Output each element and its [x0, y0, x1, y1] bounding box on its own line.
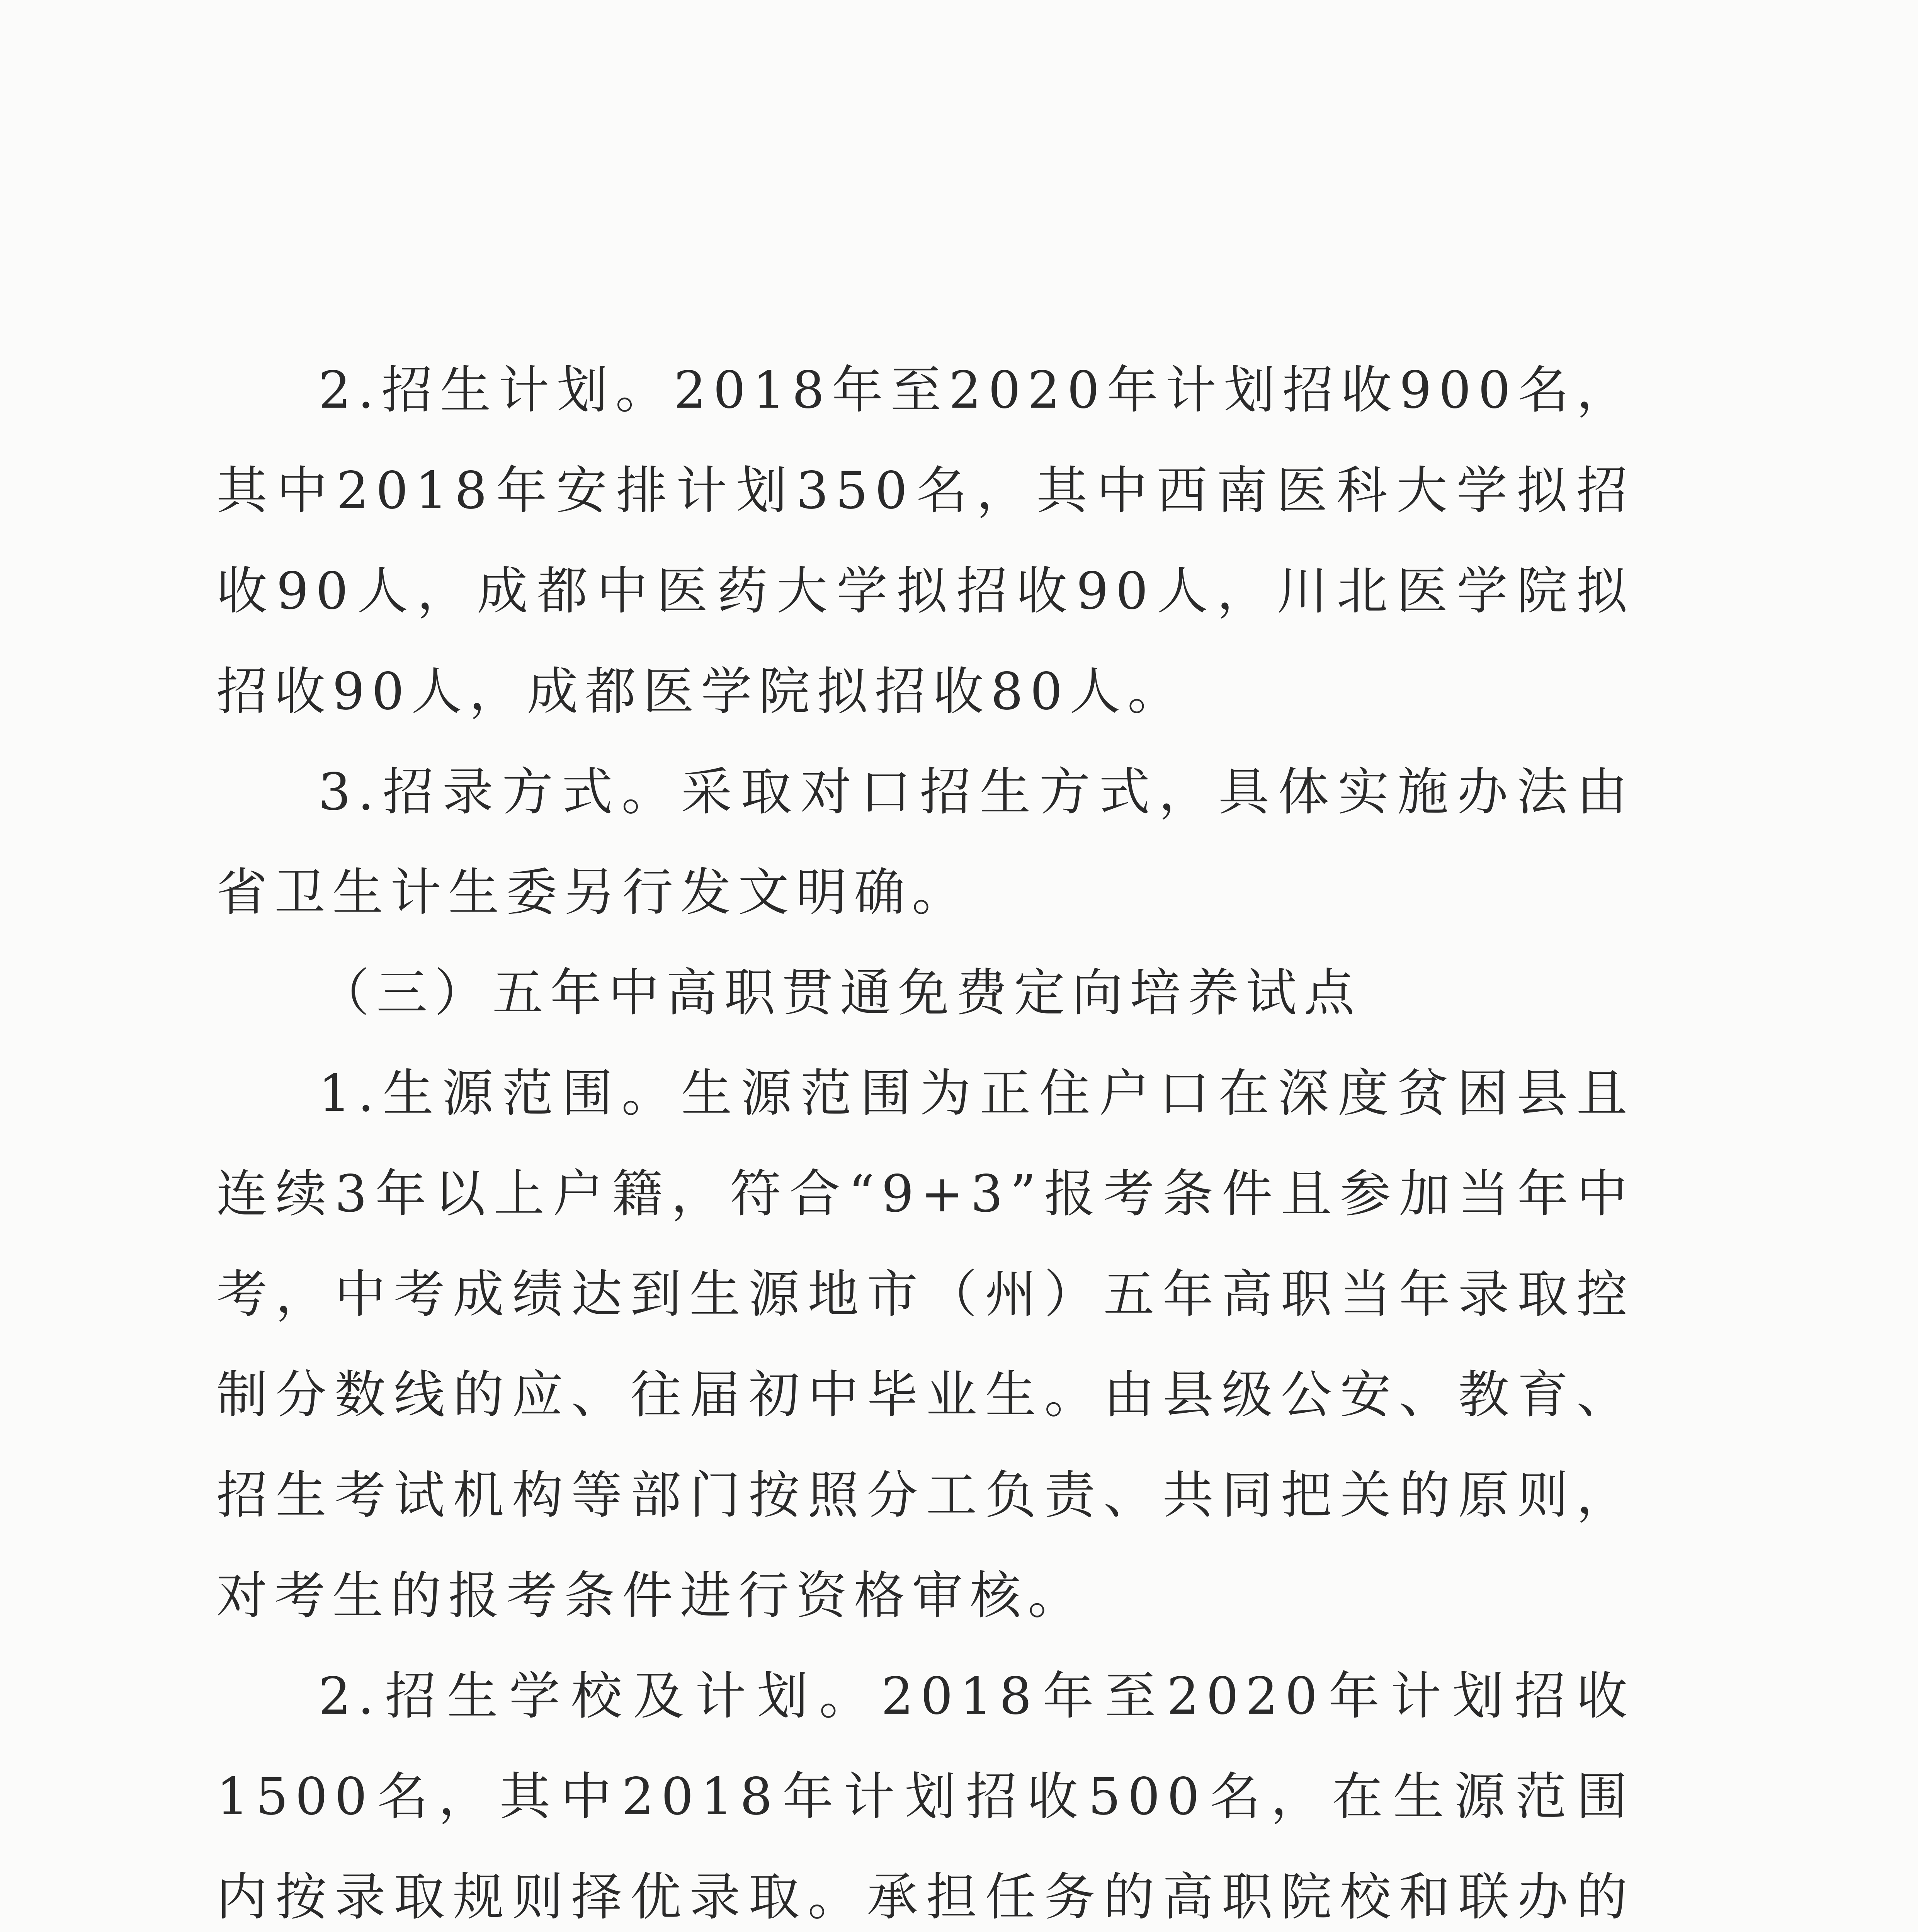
paragraph-schools-and-plan: 2.招生学校及计划。2018年至2020年计划招收1500名，其中2018年计划招收500名，在生源范围内按录取规则择优录取。承担任务的高职院校和联办的 [216, 1667, 1634, 1927]
paragraph-source-scope: 1.生源范围。生源范围为正住户口在深度贫困县且连续3年以上户籍，符合“9+3”报考条件且参加当年中考，中考成绩达到生源地市（州）五年高职当年录取控制分数线的应、往届初中毕业生。由县级公安、教育、招生考试机构等部门按照分工负责、共同把关的原则，对考生的报考条件进行资格审核。 [216, 1064, 1634, 1626]
paragraph-admission-method: 3.招录方式。采取对口招生方式，具体实施办法由省卫生计生委另行发文明确。 [216, 762, 1634, 922]
paragraph-enrollment-plan: 2.招生计划。2018年至2020年计划招收900名，其中2018年安排计划350名，其中西南医科大学拟招收90人，成都中医药大学拟招收90人，川北医学院拟招收90人，成都医学院拟招收80人。 [216, 361, 1634, 721]
section-heading: （三）五年中高职贯通免费定向培养试点 [318, 963, 1362, 1023]
document-body [216, 340, 1634, 1932]
